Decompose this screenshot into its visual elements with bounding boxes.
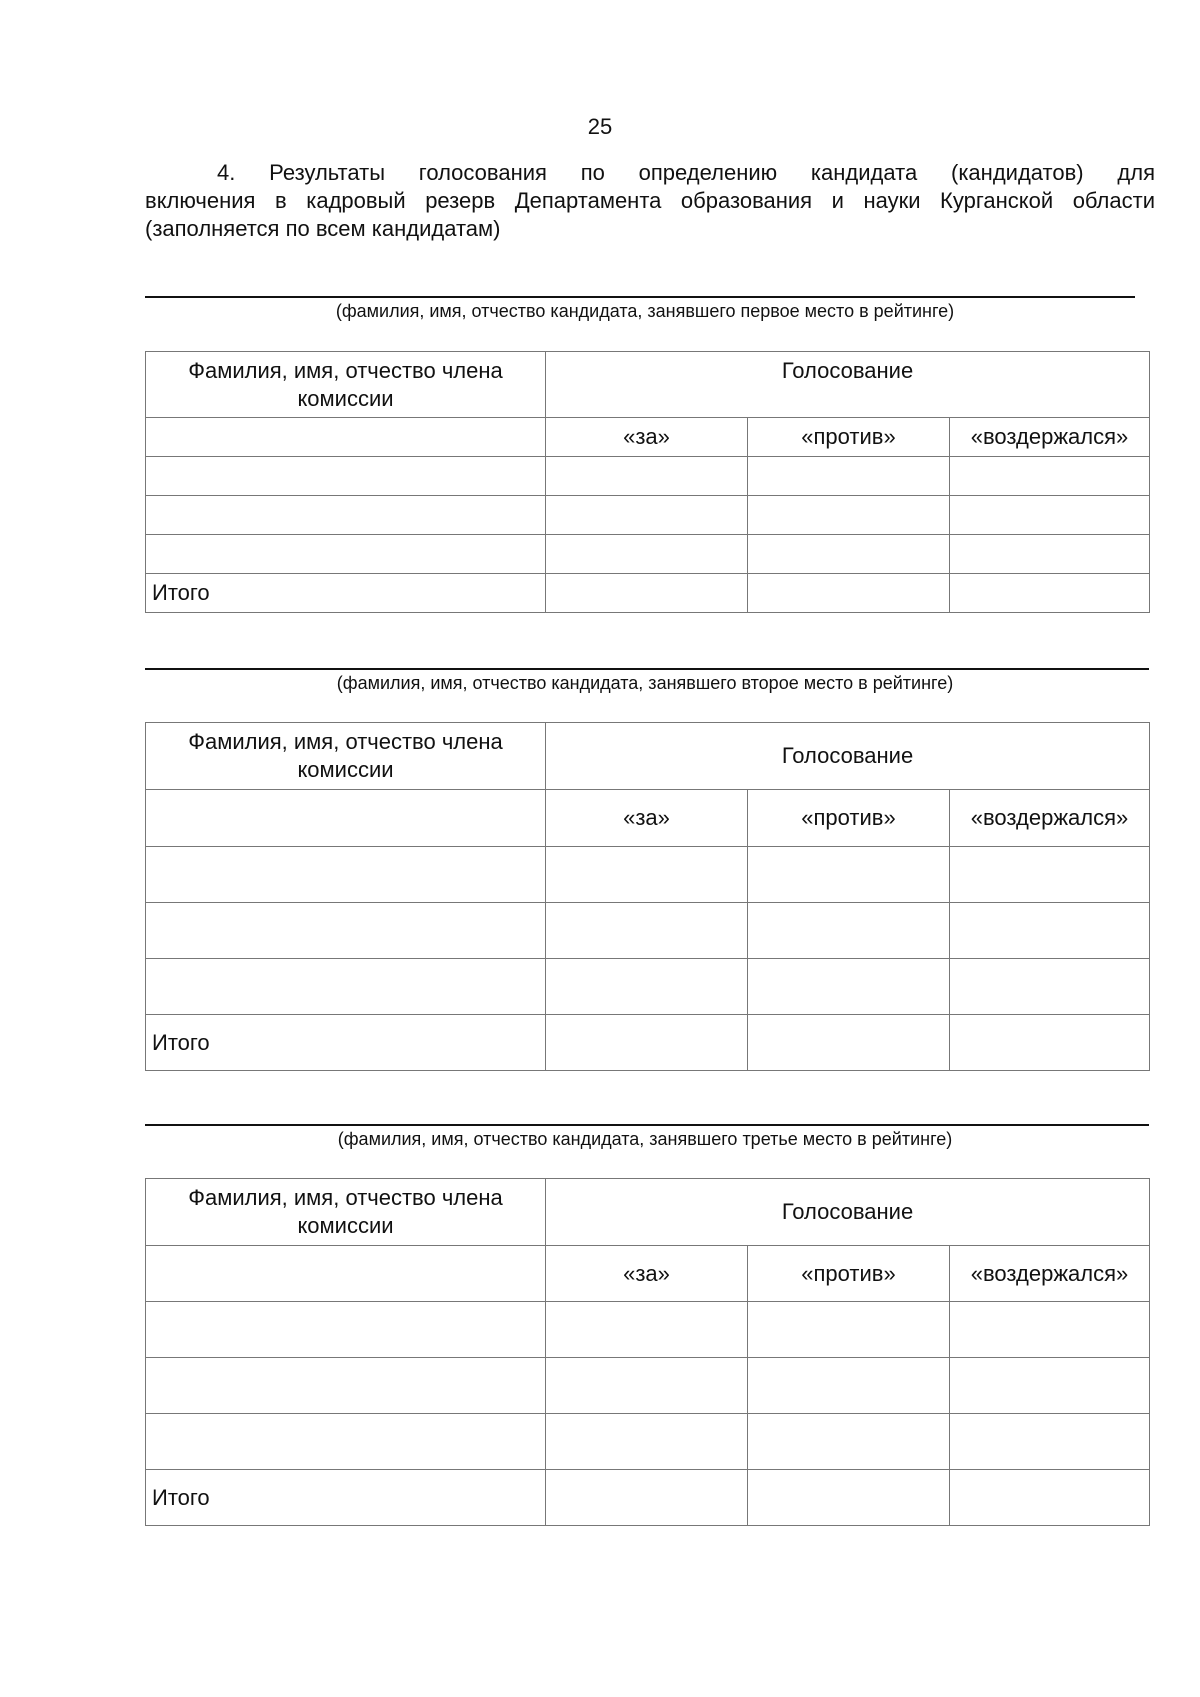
vote-abstained-cell[interactable] [950, 457, 1150, 496]
header-against: «против» [748, 418, 950, 457]
vote-against-cell[interactable] [748, 847, 950, 903]
header-voting: Голосование [546, 352, 1150, 418]
header-against: «против» [748, 1246, 950, 1302]
total-against-cell[interactable] [748, 574, 950, 613]
candidate-2-name-line[interactable] [145, 668, 1149, 670]
total-against-cell[interactable] [748, 1470, 950, 1526]
header-member-name: Фамилия, имя, отчество члена комиссии [146, 1179, 546, 1246]
table-row [146, 903, 1150, 959]
vote-against-cell[interactable] [748, 535, 950, 574]
header-voting: Голосование [546, 723, 1150, 790]
table-row [146, 535, 1150, 574]
candidate-1-caption: (фамилия, имя, отчество кандидата, занявшего первое место в рейтинге) [335, 301, 955, 321]
vote-for-cell[interactable] [546, 847, 748, 903]
total-abstained-cell[interactable] [950, 574, 1150, 613]
candidate-3-name-line[interactable] [145, 1124, 1149, 1126]
header-member-name: Фамилия, имя, отчество члена комиссии [146, 723, 546, 790]
member-name-cell[interactable] [146, 1358, 546, 1414]
intro-rest: включения в кадровый резерв Департамента образования и науки Курганской области (заполняется по всем кандидатам) [145, 188, 1155, 241]
total-against-cell[interactable] [748, 1015, 950, 1071]
vote-abstained-cell[interactable] [950, 535, 1150, 574]
header-abstained: «воздержался» [950, 1246, 1150, 1302]
total-label: Итого [146, 1470, 546, 1526]
vote-abstained-cell[interactable] [950, 1358, 1150, 1414]
member-name-cell[interactable] [146, 1414, 546, 1470]
vote-abstained-cell[interactable] [950, 959, 1150, 1015]
table-row [146, 457, 1150, 496]
candidate-1-name-line[interactable] [145, 296, 1135, 298]
member-name-cell[interactable] [146, 418, 546, 457]
total-for-cell[interactable] [546, 1470, 748, 1526]
vote-for-cell[interactable] [546, 959, 748, 1015]
table-row [146, 847, 1150, 903]
total-for-cell[interactable] [546, 1015, 748, 1071]
member-name-cell[interactable] [146, 790, 546, 847]
vote-against-cell[interactable] [748, 959, 950, 1015]
table-row [146, 959, 1150, 1015]
vote-for-cell[interactable] [546, 1302, 748, 1358]
vote-abstained-cell[interactable] [950, 1302, 1150, 1358]
voting-table-2 [145, 722, 1150, 1071]
total-row [146, 1470, 1150, 1526]
vote-abstained-cell[interactable] [950, 1414, 1150, 1470]
vote-against-cell[interactable] [748, 457, 950, 496]
total-row [146, 574, 1150, 613]
header-against: «против» [748, 790, 950, 847]
header-abstained: «воздержался» [950, 790, 1150, 847]
vote-against-cell[interactable] [748, 1414, 950, 1470]
member-name-cell[interactable] [146, 1246, 546, 1302]
member-name-cell[interactable] [146, 1302, 546, 1358]
member-name-cell[interactable] [146, 847, 546, 903]
vote-for-cell[interactable] [546, 496, 748, 535]
vote-for-cell[interactable] [546, 535, 748, 574]
header-member-name: Фамилия, имя, отчество члена комиссии [146, 352, 546, 418]
intro-paragraph [145, 159, 1155, 243]
total-label: Итого [146, 574, 546, 613]
intro-first-line: 4. Результаты голосования по определению кандидата (кандидатов) для [217, 160, 1155, 185]
total-label: Итого [146, 1015, 546, 1071]
voting-table-1 [145, 351, 1150, 613]
vote-abstained-cell[interactable] [950, 496, 1150, 535]
table-row [146, 1414, 1150, 1470]
header-for: «за» [546, 418, 748, 457]
candidate-3-caption: (фамилия, имя, отчество кандидата, занявшего третье место в рейтинге) [337, 1129, 953, 1149]
header-abstained: «воздержался» [950, 418, 1150, 457]
vote-against-cell[interactable] [748, 1302, 950, 1358]
header-for: «за» [546, 1246, 748, 1302]
header-voting: Голосование [546, 1179, 1150, 1246]
vote-for-cell[interactable] [546, 1358, 748, 1414]
candidate-2-caption: (фамилия, имя, отчество кандидата, занявшего второе место в рейтинге) [336, 673, 954, 693]
vote-abstained-cell[interactable] [950, 903, 1150, 959]
total-abstained-cell[interactable] [950, 1015, 1150, 1071]
vote-against-cell[interactable] [748, 1358, 950, 1414]
member-name-cell[interactable] [146, 959, 546, 1015]
member-name-cell[interactable] [146, 496, 546, 535]
vote-for-cell[interactable] [546, 903, 748, 959]
vote-for-cell[interactable] [546, 457, 748, 496]
table-row [146, 496, 1150, 535]
table-row [146, 1302, 1150, 1358]
vote-against-cell[interactable] [748, 496, 950, 535]
page-number: 25 [587, 114, 613, 139]
member-name-cell[interactable] [146, 535, 546, 574]
total-for-cell[interactable] [546, 574, 748, 613]
vote-abstained-cell[interactable] [950, 847, 1150, 903]
voting-table-3 [145, 1178, 1150, 1526]
member-name-cell[interactable] [146, 903, 546, 959]
table-row [146, 1358, 1150, 1414]
vote-against-cell[interactable] [748, 903, 950, 959]
vote-for-cell[interactable] [546, 1414, 748, 1470]
member-name-cell[interactable] [146, 457, 546, 496]
total-row [146, 1015, 1150, 1071]
header-for: «за» [546, 790, 748, 847]
total-abstained-cell[interactable] [950, 1470, 1150, 1526]
